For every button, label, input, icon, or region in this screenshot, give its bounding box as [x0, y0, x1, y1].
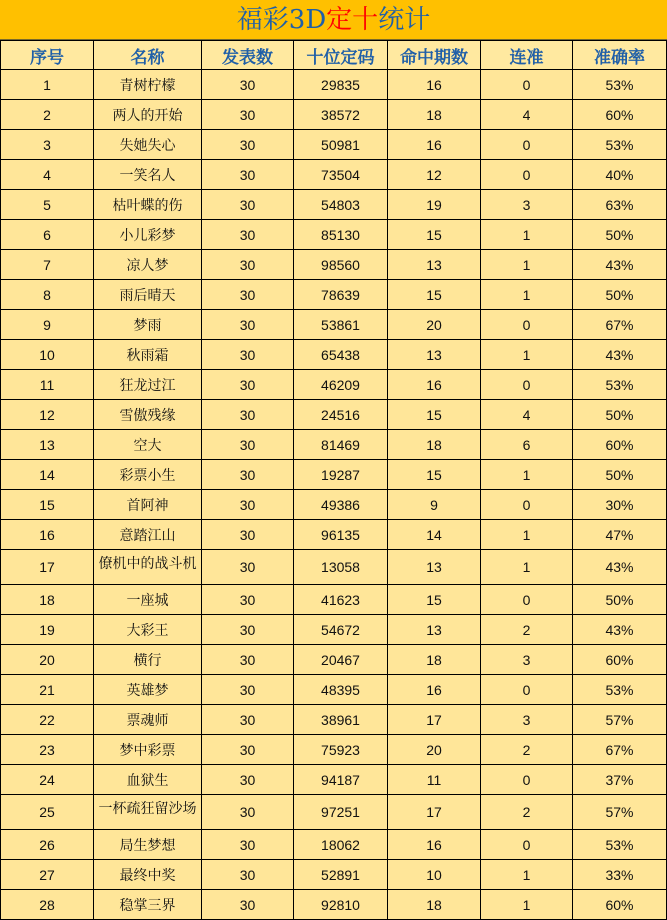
cell-accuracy: 60%	[573, 100, 667, 130]
cell-posts: 30	[202, 130, 294, 160]
cell-posts: 30	[202, 370, 294, 400]
cell-index: 21	[1, 675, 94, 705]
cell-name: 意踏江山	[94, 520, 202, 550]
sheet-title	[0, 0, 667, 40]
cell-name: 失她失心	[94, 130, 202, 160]
cell-hits: 17	[388, 705, 481, 735]
cell-index: 8	[1, 280, 94, 310]
cell-tens-code: 54803	[294, 190, 388, 220]
cell-hits: 14	[388, 520, 481, 550]
table-row	[1, 460, 667, 490]
cell-index: 7	[1, 250, 94, 280]
table-row	[1, 400, 667, 430]
cell-hits: 13	[388, 550, 481, 585]
cell-index: 6	[1, 220, 94, 250]
cell-accuracy: 43%	[573, 615, 667, 645]
table-row	[1, 830, 667, 860]
cell-hits: 15	[388, 280, 481, 310]
cell-accuracy: 43%	[573, 550, 667, 585]
cell-tens-code: 53861	[294, 310, 388, 340]
table-row	[1, 615, 667, 645]
cell-tens-code: 46209	[294, 370, 388, 400]
table-row	[1, 890, 667, 920]
cell-index: 16	[1, 520, 94, 550]
cell-accuracy: 60%	[573, 890, 667, 920]
cell-streak: 0	[481, 370, 573, 400]
cell-name: 最终中奖	[94, 860, 202, 890]
cell-streak: 1	[481, 460, 573, 490]
cell-index: 26	[1, 830, 94, 860]
cell-posts: 30	[202, 675, 294, 705]
cell-index: 11	[1, 370, 94, 400]
header-name: 名称	[94, 41, 202, 70]
table-row	[1, 130, 667, 160]
cell-tens-code: 41623	[294, 585, 388, 615]
table-row	[1, 370, 667, 400]
table-row	[1, 765, 667, 795]
cell-name: 梦中彩票	[94, 735, 202, 765]
table-row	[1, 705, 667, 735]
cell-tens-code: 49386	[294, 490, 388, 520]
cell-name: 横行	[94, 645, 202, 675]
cell-accuracy: 40%	[573, 160, 667, 190]
table-row	[1, 795, 667, 830]
cell-streak: 1	[481, 340, 573, 370]
cell-hits: 11	[388, 765, 481, 795]
cell-accuracy: 37%	[573, 765, 667, 795]
cell-accuracy: 43%	[573, 250, 667, 280]
cell-name: 雪傲残缘	[94, 400, 202, 430]
cell-name: 秋雨霜	[94, 340, 202, 370]
cell-posts: 30	[202, 830, 294, 860]
table-body	[1, 70, 667, 920]
cell-hits: 19	[388, 190, 481, 220]
cell-tens-code: 54672	[294, 615, 388, 645]
cell-name: 狂龙过江	[94, 370, 202, 400]
cell-posts: 30	[202, 70, 294, 100]
table-row	[1, 550, 667, 585]
cell-hits: 18	[388, 890, 481, 920]
cell-streak: 1	[481, 220, 573, 250]
cell-accuracy: 33%	[573, 860, 667, 890]
cell-streak: 0	[481, 130, 573, 160]
cell-name: 血狱生	[94, 765, 202, 795]
cell-index: 3	[1, 130, 94, 160]
cell-accuracy: 57%	[573, 795, 667, 830]
cell-name: 英雄梦	[94, 675, 202, 705]
cell-accuracy: 60%	[573, 645, 667, 675]
cell-accuracy: 53%	[573, 70, 667, 100]
header-hits: 命中期数	[388, 41, 481, 70]
cell-streak: 0	[481, 490, 573, 520]
table-row	[1, 490, 667, 520]
cell-posts: 30	[202, 860, 294, 890]
cell-streak: 0	[481, 585, 573, 615]
cell-posts: 30	[202, 520, 294, 550]
cell-hits: 20	[388, 310, 481, 340]
cell-name: 彩票小生	[94, 460, 202, 490]
cell-tens-code: 48395	[294, 675, 388, 705]
cell-tens-code: 98560	[294, 250, 388, 280]
cell-index: 9	[1, 310, 94, 340]
cell-hits: 16	[388, 830, 481, 860]
cell-streak: 1	[481, 250, 573, 280]
table-row	[1, 280, 667, 310]
cell-name: 首阿神	[94, 490, 202, 520]
cell-index: 5	[1, 190, 94, 220]
table-row	[1, 585, 667, 615]
cell-index: 20	[1, 645, 94, 675]
cell-tens-code: 52891	[294, 860, 388, 890]
cell-accuracy: 53%	[573, 370, 667, 400]
cell-tens-code: 92810	[294, 890, 388, 920]
cell-hits: 18	[388, 100, 481, 130]
cell-streak: 0	[481, 160, 573, 190]
cell-accuracy: 67%	[573, 310, 667, 340]
cell-name: 稳掌三界	[94, 890, 202, 920]
cell-streak: 1	[481, 550, 573, 585]
cell-tens-code: 38572	[294, 100, 388, 130]
cell-tens-code: 78639	[294, 280, 388, 310]
cell-posts: 30	[202, 100, 294, 130]
cell-name: 空大	[94, 430, 202, 460]
cell-hits: 15	[388, 460, 481, 490]
cell-streak: 0	[481, 310, 573, 340]
cell-streak: 0	[481, 70, 573, 100]
cell-posts: 30	[202, 705, 294, 735]
cell-tens-code: 29835	[294, 70, 388, 100]
cell-hits: 15	[388, 220, 481, 250]
cell-posts: 30	[202, 400, 294, 430]
cell-name: 枯叶蝶的伤	[94, 190, 202, 220]
cell-index: 25	[1, 795, 94, 830]
cell-posts: 30	[202, 430, 294, 460]
table-row	[1, 430, 667, 460]
cell-name: 梦雨	[94, 310, 202, 340]
cell-posts: 30	[202, 280, 294, 310]
cell-streak: 1	[481, 890, 573, 920]
cell-streak: 1	[481, 860, 573, 890]
cell-index: 22	[1, 705, 94, 735]
table-row	[1, 220, 667, 250]
cell-accuracy: 53%	[573, 830, 667, 860]
cell-tens-code: 19287	[294, 460, 388, 490]
header-row	[1, 41, 667, 70]
cell-name: 僚机中的战斗机	[94, 550, 202, 585]
cell-streak: 0	[481, 675, 573, 705]
cell-accuracy: 60%	[573, 430, 667, 460]
cell-tens-code: 97251	[294, 795, 388, 830]
cell-posts: 30	[202, 460, 294, 490]
header-streak: 连准	[481, 41, 573, 70]
cell-posts: 30	[202, 585, 294, 615]
cell-index: 23	[1, 735, 94, 765]
cell-name: 两人的开始	[94, 100, 202, 130]
cell-hits: 17	[388, 795, 481, 830]
table-row	[1, 645, 667, 675]
cell-name: 雨后晴天	[94, 280, 202, 310]
cell-index: 27	[1, 860, 94, 890]
cell-name: 小儿彩梦	[94, 220, 202, 250]
cell-posts: 30	[202, 340, 294, 370]
cell-index: 15	[1, 490, 94, 520]
cell-accuracy: 30%	[573, 490, 667, 520]
table-row	[1, 675, 667, 705]
cell-posts: 30	[202, 550, 294, 585]
cell-index: 2	[1, 100, 94, 130]
cell-tens-code: 81469	[294, 430, 388, 460]
cell-streak: 1	[481, 520, 573, 550]
cell-streak: 1	[481, 280, 573, 310]
cell-streak: 0	[481, 765, 573, 795]
cell-posts: 30	[202, 890, 294, 920]
cell-streak: 0	[481, 830, 573, 860]
cell-name: 凉人梦	[94, 250, 202, 280]
cell-posts: 30	[202, 490, 294, 520]
cell-tens-code: 18062	[294, 830, 388, 860]
cell-index: 1	[1, 70, 94, 100]
cell-hits: 13	[388, 615, 481, 645]
cell-hits: 9	[388, 490, 481, 520]
table-row	[1, 70, 667, 100]
header-posts: 发表数	[202, 41, 294, 70]
cell-streak: 2	[481, 795, 573, 830]
cell-accuracy: 47%	[573, 520, 667, 550]
table-row	[1, 100, 667, 130]
cell-hits: 15	[388, 585, 481, 615]
cell-hits: 13	[388, 250, 481, 280]
table-row	[1, 735, 667, 765]
cell-accuracy: 43%	[573, 340, 667, 370]
table-row	[1, 250, 667, 280]
cell-tens-code: 94187	[294, 765, 388, 795]
cell-name: 局生梦想	[94, 830, 202, 860]
cell-name: 票魂师	[94, 705, 202, 735]
cell-name: 大彩王	[94, 615, 202, 645]
cell-index: 10	[1, 340, 94, 370]
title-highlight: 定十	[326, 5, 379, 35]
cell-hits: 18	[388, 430, 481, 460]
cell-posts: 30	[202, 645, 294, 675]
cell-posts: 30	[202, 615, 294, 645]
cell-posts: 30	[202, 250, 294, 280]
cell-accuracy: 50%	[573, 585, 667, 615]
cell-hits: 13	[388, 340, 481, 370]
cell-accuracy: 50%	[573, 460, 667, 490]
cell-posts: 30	[202, 160, 294, 190]
cell-posts: 30	[202, 765, 294, 795]
table-row	[1, 160, 667, 190]
cell-index: 19	[1, 615, 94, 645]
cell-streak: 3	[481, 645, 573, 675]
cell-accuracy: 67%	[573, 735, 667, 765]
cell-name: 一笑名人	[94, 160, 202, 190]
cell-posts: 30	[202, 795, 294, 830]
cell-hits: 18	[388, 645, 481, 675]
header-tens-code: 十位定码	[294, 41, 388, 70]
cell-accuracy: 53%	[573, 675, 667, 705]
table-row	[1, 520, 667, 550]
cell-name: 一杯疏狂留沙场	[94, 795, 202, 830]
cell-index: 12	[1, 400, 94, 430]
cell-tens-code: 96135	[294, 520, 388, 550]
cell-hits: 20	[388, 735, 481, 765]
cell-posts: 30	[202, 310, 294, 340]
cell-tens-code: 20467	[294, 645, 388, 675]
cell-streak: 6	[481, 430, 573, 460]
cell-streak: 3	[481, 190, 573, 220]
title-prefix: 福彩3D	[236, 5, 327, 35]
cell-hits: 12	[388, 160, 481, 190]
cell-tens-code: 50981	[294, 130, 388, 160]
cell-accuracy: 63%	[573, 190, 667, 220]
cell-hits: 16	[388, 70, 481, 100]
cell-tens-code: 38961	[294, 705, 388, 735]
cell-name: 一座城	[94, 585, 202, 615]
cell-tens-code: 85130	[294, 220, 388, 250]
header-accuracy: 准确率	[573, 41, 667, 70]
cell-index: 28	[1, 890, 94, 920]
cell-tens-code: 24516	[294, 400, 388, 430]
cell-accuracy: 53%	[573, 130, 667, 160]
header-index: 序号	[1, 41, 94, 70]
cell-tens-code: 13058	[294, 550, 388, 585]
table-row	[1, 190, 667, 220]
cell-streak: 3	[481, 705, 573, 735]
table-row	[1, 860, 667, 890]
cell-index: 18	[1, 585, 94, 615]
cell-tens-code: 75923	[294, 735, 388, 765]
cell-hits: 16	[388, 370, 481, 400]
cell-tens-code: 65438	[294, 340, 388, 370]
cell-accuracy: 50%	[573, 400, 667, 430]
table-row	[1, 340, 667, 370]
cell-accuracy: 50%	[573, 280, 667, 310]
cell-posts: 30	[202, 735, 294, 765]
cell-streak: 4	[481, 100, 573, 130]
cell-streak: 2	[481, 735, 573, 765]
cell-posts: 30	[202, 190, 294, 220]
cell-index: 14	[1, 460, 94, 490]
title-suffix: 统计	[378, 5, 431, 35]
cell-accuracy: 50%	[573, 220, 667, 250]
cell-index: 17	[1, 550, 94, 585]
stats-table	[0, 40, 667, 920]
cell-streak: 2	[481, 615, 573, 645]
cell-index: 24	[1, 765, 94, 795]
cell-name: 青树柠檬	[94, 70, 202, 100]
cell-posts: 30	[202, 220, 294, 250]
cell-accuracy: 57%	[573, 705, 667, 735]
cell-hits: 10	[388, 860, 481, 890]
cell-hits: 16	[388, 130, 481, 160]
table-row	[1, 310, 667, 340]
cell-index: 13	[1, 430, 94, 460]
cell-hits: 15	[388, 400, 481, 430]
cell-streak: 4	[481, 400, 573, 430]
cell-hits: 16	[388, 675, 481, 705]
cell-tens-code: 73504	[294, 160, 388, 190]
cell-index: 4	[1, 160, 94, 190]
